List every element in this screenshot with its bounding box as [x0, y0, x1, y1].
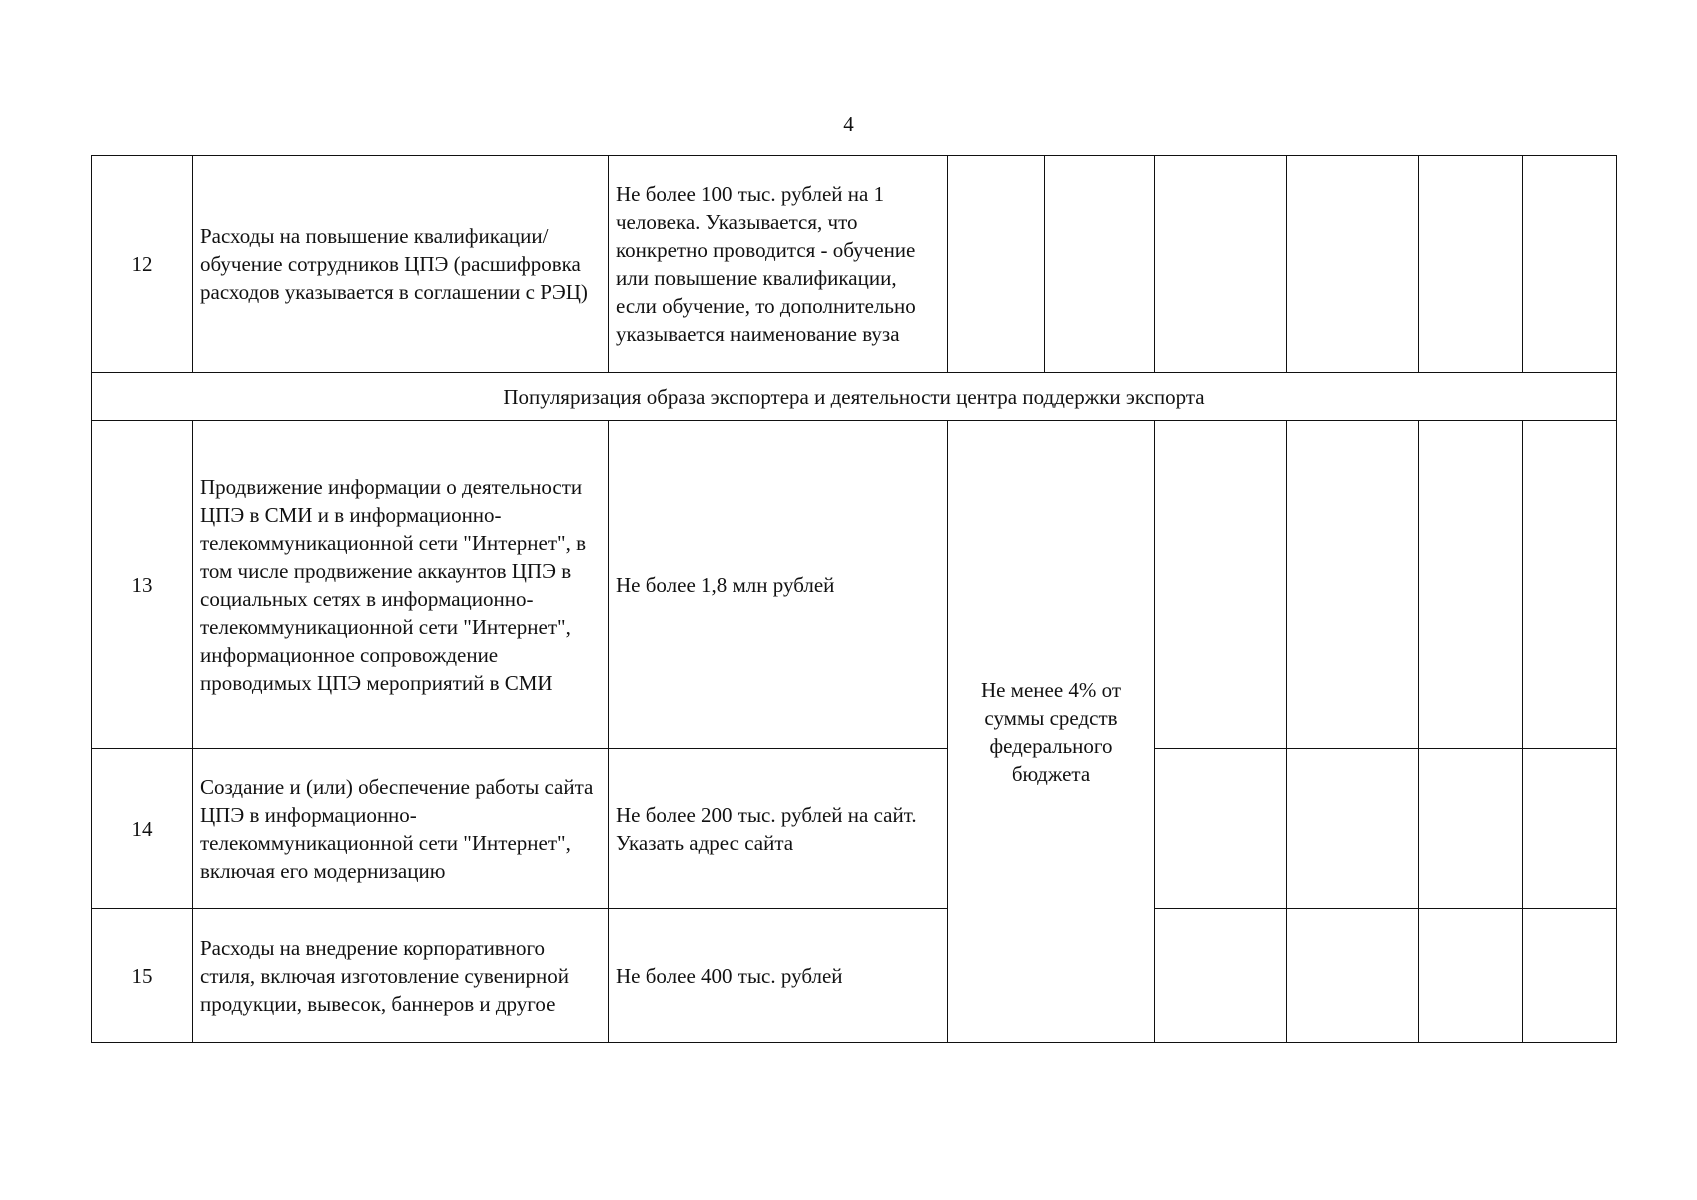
section-title: Популяризация образа экспортера и деятельности центра поддержки экспорта [92, 373, 1617, 421]
section-header-row [92, 373, 1617, 421]
table-row-14 [92, 749, 1617, 909]
empty-cell [1523, 749, 1617, 909]
empty-cell [1523, 156, 1617, 373]
expense-limit: Не более 1,8 млн рублей [609, 421, 948, 749]
empty-cell [1287, 909, 1419, 1043]
empty-cell [1419, 156, 1523, 373]
row-number: 14 [92, 749, 193, 909]
expense-limit: Не более 100 тыс. рублей на 1 человека. Указывается, что конкретно проводится - обучение или повышение квалификации, если обучение, то дополнительно указывается наименование вуза [609, 156, 948, 373]
share-requirement: Не менее 4% от суммы средств федерального бюджета [948, 421, 1155, 1043]
expense-limit: Не более 200 тыс. рублей на сайт. Указать адрес сайта [609, 749, 948, 909]
table-row-15 [92, 909, 1617, 1043]
empty-cell [1419, 909, 1523, 1043]
expenses-table [91, 155, 1617, 1043]
page-number: 4 [843, 112, 854, 136]
empty-cell [948, 156, 1045, 373]
row-number: 12 [92, 156, 193, 373]
empty-cell [1523, 421, 1617, 749]
empty-cell [1155, 421, 1287, 749]
expense-description: Расходы на повышение квалификации/обучение сотрудников ЦПЭ (расшифровка расходов указывается в соглашении с РЭЦ) [193, 156, 609, 373]
empty-cell [1287, 156, 1419, 373]
table-row-12 [92, 156, 1617, 373]
row-number: 15 [92, 909, 193, 1043]
expense-description: Расходы на внедрение корпоративного стиля, включая изготовление сувенирной продукции, вывесок, баннеров и другое [193, 909, 609, 1043]
empty-cell [1155, 749, 1287, 909]
expense-limit: Не более 400 тыс. рублей [609, 909, 948, 1043]
expense-description: Создание и (или) обеспечение работы сайта ЦПЭ в информационно-телекоммуникационной сети "Интернет", включая его модернизацию [193, 749, 609, 909]
empty-cell [1045, 156, 1155, 373]
empty-cell [1419, 421, 1523, 749]
empty-cell [1155, 156, 1287, 373]
empty-cell [1155, 909, 1287, 1043]
empty-cell [1287, 421, 1419, 749]
expense-description: Продвижение информации о деятельности ЦПЭ в СМИ и в информационно-телекоммуникационной сети "Интернет", в том числе продвижение аккаунтов ЦПЭ в социальных сетях в информационно-телекоммуникационной сети "Интернет", информационное сопровождение проводимых ЦПЭ мероприятий в СМИ [193, 421, 609, 749]
table-row-13 [92, 421, 1617, 749]
empty-cell [1419, 749, 1523, 909]
empty-cell [1523, 909, 1617, 1043]
empty-cell [1287, 749, 1419, 909]
row-number: 13 [92, 421, 193, 749]
